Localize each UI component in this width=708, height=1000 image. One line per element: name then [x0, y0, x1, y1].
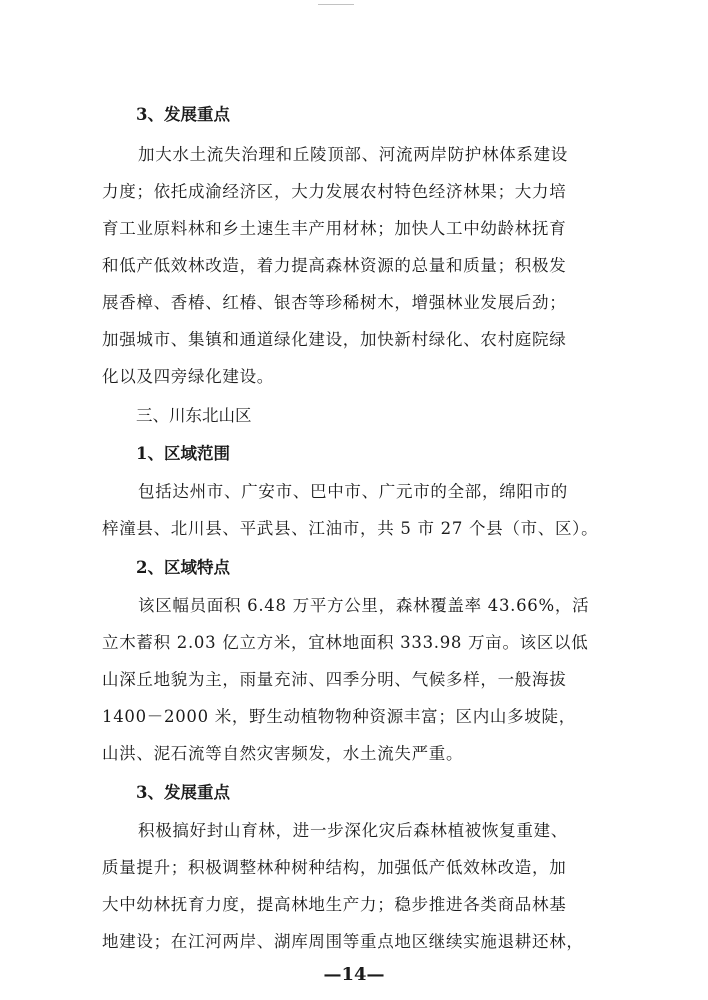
section-heading: 2、区域特点 [136, 558, 230, 577]
page-top-mark [318, 0, 354, 5]
paragraph-line: 展香樟、香椿、红椿、银杏等珍稀树木，增强林业发展后劲； [102, 293, 567, 312]
section-heading: 3、发展重点 [136, 105, 230, 124]
paragraph-line: 梓潼县、北川县、平武县、江油市，共 5 市 27 个县（市、区）。 [102, 519, 599, 538]
paragraph-line: 山深丘地貌为主，雨量充沛、四季分明、气候多样，一般海拔 [102, 670, 567, 689]
paragraph-line: 质量提升；积极调整林种树种结构，加强低产低效林改造，加 [102, 858, 567, 877]
paragraph-line: 育工业原料林和乡土速生丰产用材林；加快人工中幼龄林抚育 [102, 219, 567, 238]
page-number: —14— [323, 964, 385, 985]
paragraph-line: 和低产低效林改造，着力提高森林资源的总量和质量；积极发 [102, 256, 567, 275]
chapter-heading: 三、川东北山区 [136, 406, 252, 425]
section-heading: 1、区域范围 [136, 444, 230, 463]
paragraph-line: 化以及四旁绿化建设。 [102, 367, 274, 386]
paragraph-line: 立木蓄积 2.03 亿立方米，宜林地面积 333.98 万亩。该区以低 [102, 633, 589, 652]
paragraph-line: 1400－2000 米，野生动植物物种资源丰富；区内山多坡陡， [102, 707, 576, 726]
paragraph-line: 加强城市、集镇和通道绿化建设，加快新村绿化、农村庭院绿 [102, 330, 567, 349]
section-heading: 3、发展重点 [136, 783, 230, 802]
paragraph-line: 积极搞好封山育林，进一步深化灾后森林植被恢复重建、 [138, 821, 568, 840]
paragraph-line: 包括达州市、广安市、巴中市、广元市的全部，绵阳市的 [138, 482, 568, 501]
paragraph-line: 加大水土流失治理和丘陵顶部、河流两岸防护林体系建设 [138, 145, 568, 164]
paragraph-line: 地建设；在江河两岸、湖库周围等重点地区继续实施退耕还林， [102, 932, 584, 951]
paragraph-line: 力度；依托成渝经济区，大力发展农村特色经济林果；大力培 [102, 182, 567, 201]
paragraph-line: 该区幅员面积 6.48 万平方公里，森林覆盖率 43.66%，活 [138, 596, 590, 615]
paragraph-line: 山洪、泥石流等自然灾害频发，水土流失严重。 [102, 744, 464, 763]
paragraph-line: 大中幼林抚育力度，提高林地生产力；稳步推进各类商品林基 [102, 895, 567, 914]
